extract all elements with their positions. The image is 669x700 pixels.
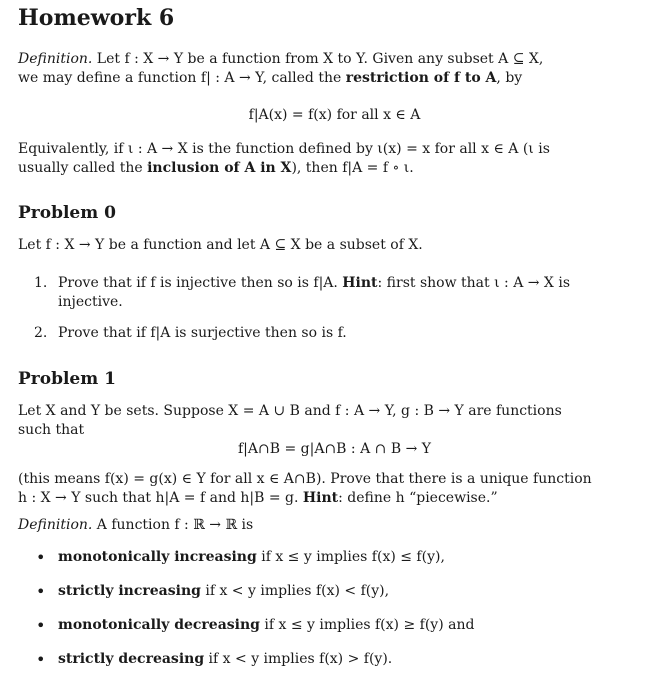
list-item (34, 548, 634, 582)
definition-text-line1: Let f : X → Y be a function from X to Y. Given any subset A ⊆ X, (96, 51, 544, 67)
problem1-heading: Problem 1 (18, 369, 116, 389)
equiv-line2a: usually called the (18, 160, 148, 176)
bullet-icon: • (36, 582, 46, 601)
definition-label: Definition. (18, 51, 93, 67)
bullet-icon: • (36, 548, 46, 567)
problem1-line1: Let X and Y be sets. Suppose X = A ∪ B and f : A → Y, g : B → Y are functions (18, 403, 562, 419)
definition-text: A function f : ℝ → ℝ is (96, 517, 254, 533)
definition-label: Definition. (18, 517, 93, 533)
list-item (34, 650, 634, 684)
definition-monotonic (18, 516, 618, 535)
definition-text-line2b: : A → Y, called the (210, 70, 346, 86)
problem0-intro: Let f : X → Y be a function and let A ⊆ X be a subset of X. (18, 237, 423, 253)
list-item (34, 582, 634, 616)
term-rest: if x < y implies f(x) > f(y). (204, 651, 393, 667)
bullet-icon: • (36, 616, 46, 635)
bullet-icon: • (36, 650, 46, 669)
problem0-list (34, 274, 614, 343)
term-rest: if x ≤ y implies f(x) ≥ f(y) and (259, 617, 475, 633)
hint-label: Hint (302, 490, 339, 506)
problem1-formula: f|A∩B = g|A∩B : A ∩ B → Y (238, 441, 431, 457)
problem1-line3: (this means f(x) = g(x) ∈ Y for all x ∈ A∩B). Prove that there is a unique function (18, 471, 592, 487)
definition-text-line2c: , by (496, 70, 523, 86)
term: monotonically decreasing (58, 617, 260, 633)
problem1-line4-rest: : define h “piecewise.” (338, 490, 498, 506)
restriction-term: restriction of f to A (345, 70, 497, 86)
item-text: Prove that if f is injective then so is f|A. (58, 275, 343, 291)
problem0-heading: Problem 0 (18, 203, 116, 223)
definition-text-line2a: we may define a function f| (18, 70, 211, 86)
problem1-continuation (18, 470, 618, 508)
monotonic-list (34, 548, 634, 684)
list-item (34, 324, 614, 343)
item-text: Prove that if f|A is surjective then so is f. (58, 325, 347, 341)
page-title: Homework 6 (18, 5, 175, 31)
term: monotonically increasing (58, 549, 257, 565)
inclusion-term: inclusion of A in X (147, 160, 292, 176)
item-text-rest: : first show that ι : A → X is injective. (58, 275, 571, 310)
term-rest: if x ≤ y implies f(x) ≤ f(y), (256, 549, 445, 565)
equiv-line1: Equivalently, if ι : A → X is the function defined by ι(x) = x for all x ∈ A (ι is (18, 141, 550, 157)
problem1-line4: h : X → Y such that h|A = f and h|B = g. (18, 490, 303, 506)
inclusion-paragraph (18, 140, 618, 178)
problem1-statement (18, 402, 618, 440)
list-item (34, 616, 634, 650)
definition-restriction (18, 50, 618, 88)
restriction-formula: f|A(x) = f(x) for all x ∈ A (248, 107, 421, 123)
list-item (34, 274, 614, 312)
hint-label: Hint (342, 275, 378, 291)
item-number: 2. (34, 325, 48, 341)
term: strictly increasing (58, 583, 201, 599)
item-number: 1. (34, 275, 48, 291)
term-rest: if x < y implies f(x) < f(y), (200, 583, 390, 599)
problem1-line2: such that (18, 422, 85, 438)
term: strictly decreasing (58, 651, 205, 667)
equiv-line2c: ), then f|A = f ∘ ι. (291, 160, 414, 176)
